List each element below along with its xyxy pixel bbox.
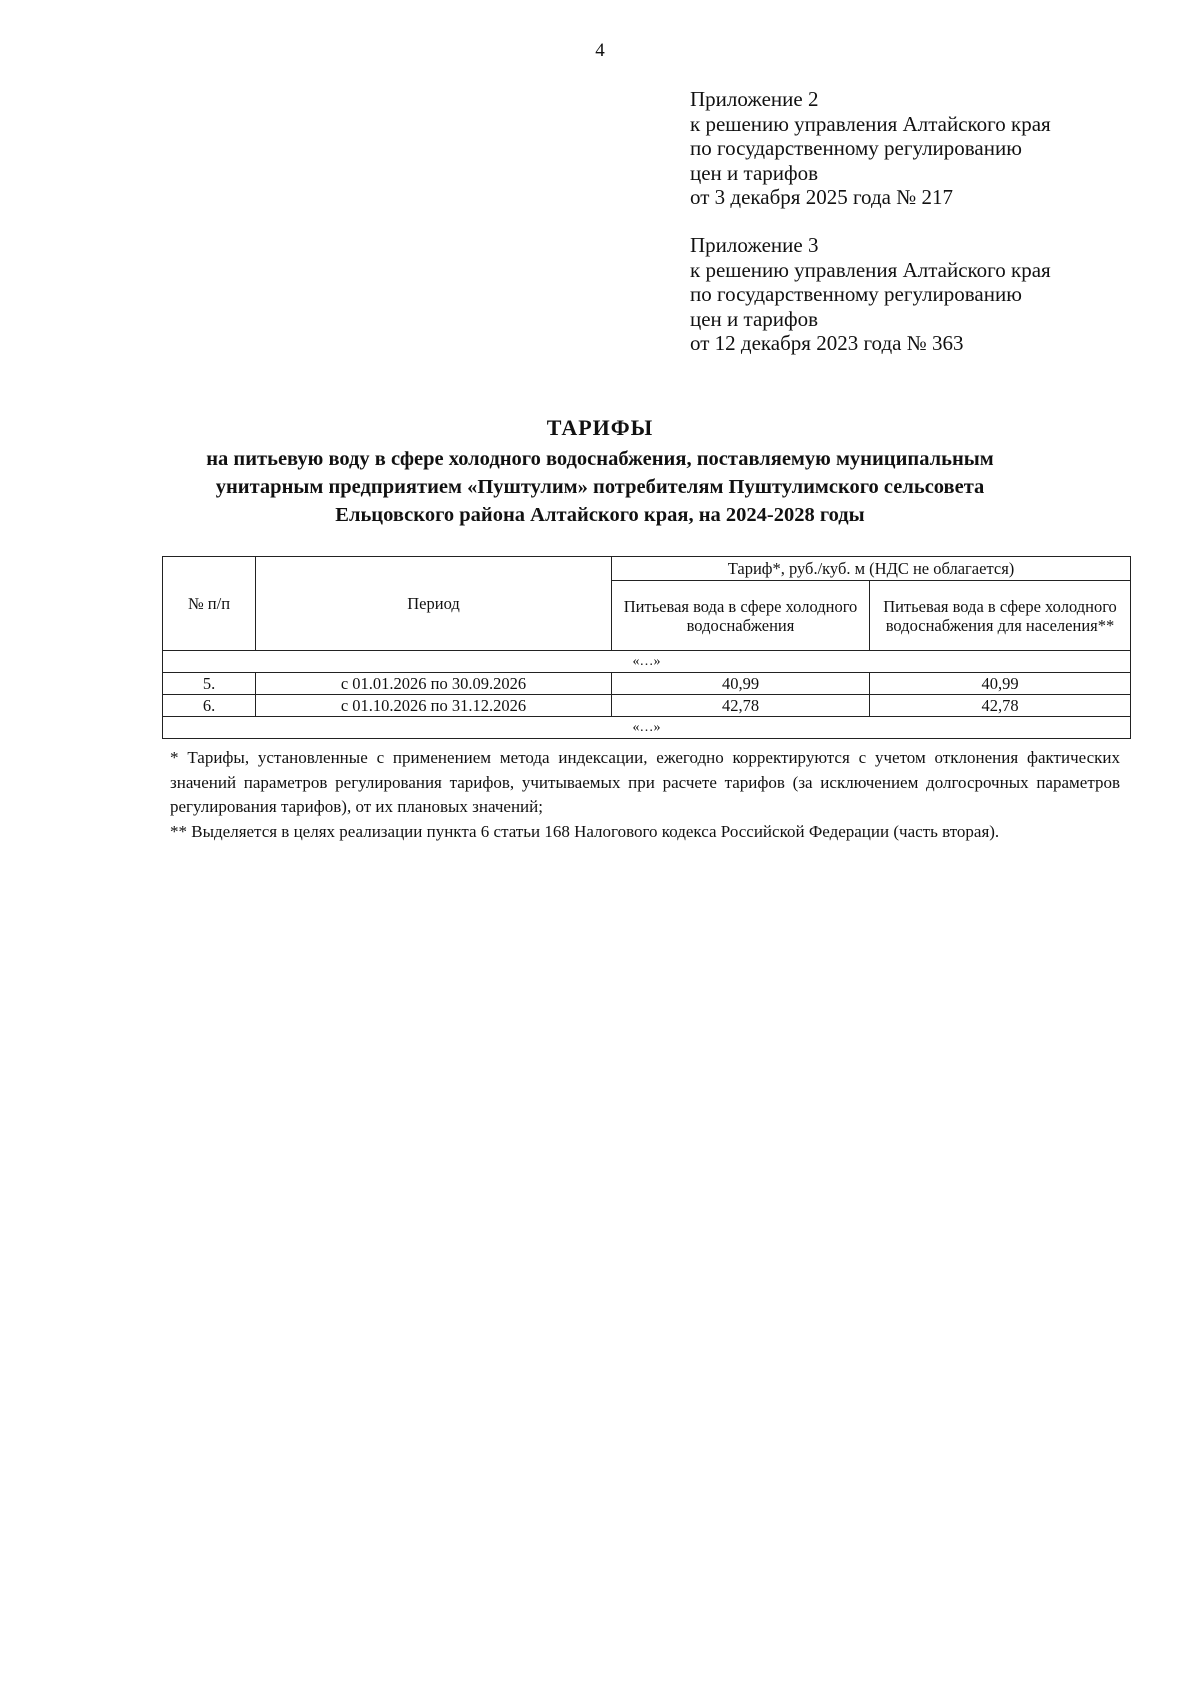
header-number: № п/п [163,557,256,651]
appendix-2-line: по государственному регулированию [690,136,1022,160]
row-tariff: 42,78 [612,695,870,717]
appendix-2-line: цен и тарифов [690,160,819,185]
table-ellipsis-row [163,651,1131,673]
appendix-2-line: от 3 декабря 2025 года № 217 [690,185,953,209]
omitted-rows-marker: «…» [163,717,1131,739]
tariff-table [162,556,1131,739]
header-tariff-group: Тариф*, руб./куб. м (НДС не облагается) [612,557,1131,581]
subtitle-line: унитарным предприятием «Пуштулим» потребителям Пуштулимского сельсовета [215,476,985,498]
row-period: с 01.10.2026 по 31.12.2026 [256,695,612,717]
appendix-3-line: от 12 декабря 2023 года № 363 [690,331,964,355]
footnote-1: * Тарифы, установленные с применением метода индексации, ежегодно корректируются с учетом отклонения фактических значений параметров регулирования тарифов, учитываемых при расчете тарифов (за исключением долгосрочных параметров регулирования тарифов), от их плановых значений; [170,748,1120,816]
appendix-2-reference [690,87,1160,210]
row-number: 6. [163,695,256,717]
appendix-3-reference [690,233,1160,356]
page-number: 4 [595,40,605,61]
document-subtitle [150,445,1050,529]
header-tariff-general: Питьевая вода в сфере холодного водоснабжения [612,581,870,651]
appendix-3-line: Приложение 3 [690,233,819,257]
subtitle-line: Ельцовского района Алтайского края, на 2024-2028 годы [335,504,865,526]
row-tariff-population: 42,78 [870,695,1131,717]
header-tariff-population: Питьевая вода в сфере холодного водоснабжения для населения** [870,581,1131,651]
omitted-rows-marker: «…» [163,651,1131,673]
footnote-2: ** Выделяется в целях реализации пункта 6 статьи 168 Налогового кодекса Российской Федерации (часть вторая). [170,821,1000,841]
appendix-3-line: к решению управления Алтайского края [690,257,1051,282]
row-period: с 01.01.2026 по 30.09.2026 [256,673,612,695]
table-header-row [163,557,1131,581]
appendix-3-line: по государственному регулированию [690,282,1022,306]
table-row [163,695,1131,717]
appendix-2-line: к решению управления Алтайского края [690,111,1051,136]
document-title-block [150,415,1050,529]
appendix-2-line: Приложение 2 [690,87,819,111]
row-tariff-population: 40,99 [870,673,1131,695]
subtitle-line: на питьевую воду в сфере холодного водоснабжения, поставляемую муниципальным [206,448,994,470]
row-number: 5. [163,673,256,695]
table-row [163,673,1131,695]
table-ellipsis-row [163,717,1131,739]
appendix-3-line: цен и тарифов [690,306,819,331]
row-tariff: 40,99 [612,673,870,695]
document-title: ТАРИФЫ [546,415,654,440]
footnotes [170,746,1120,844]
header-period: Период [256,557,612,651]
